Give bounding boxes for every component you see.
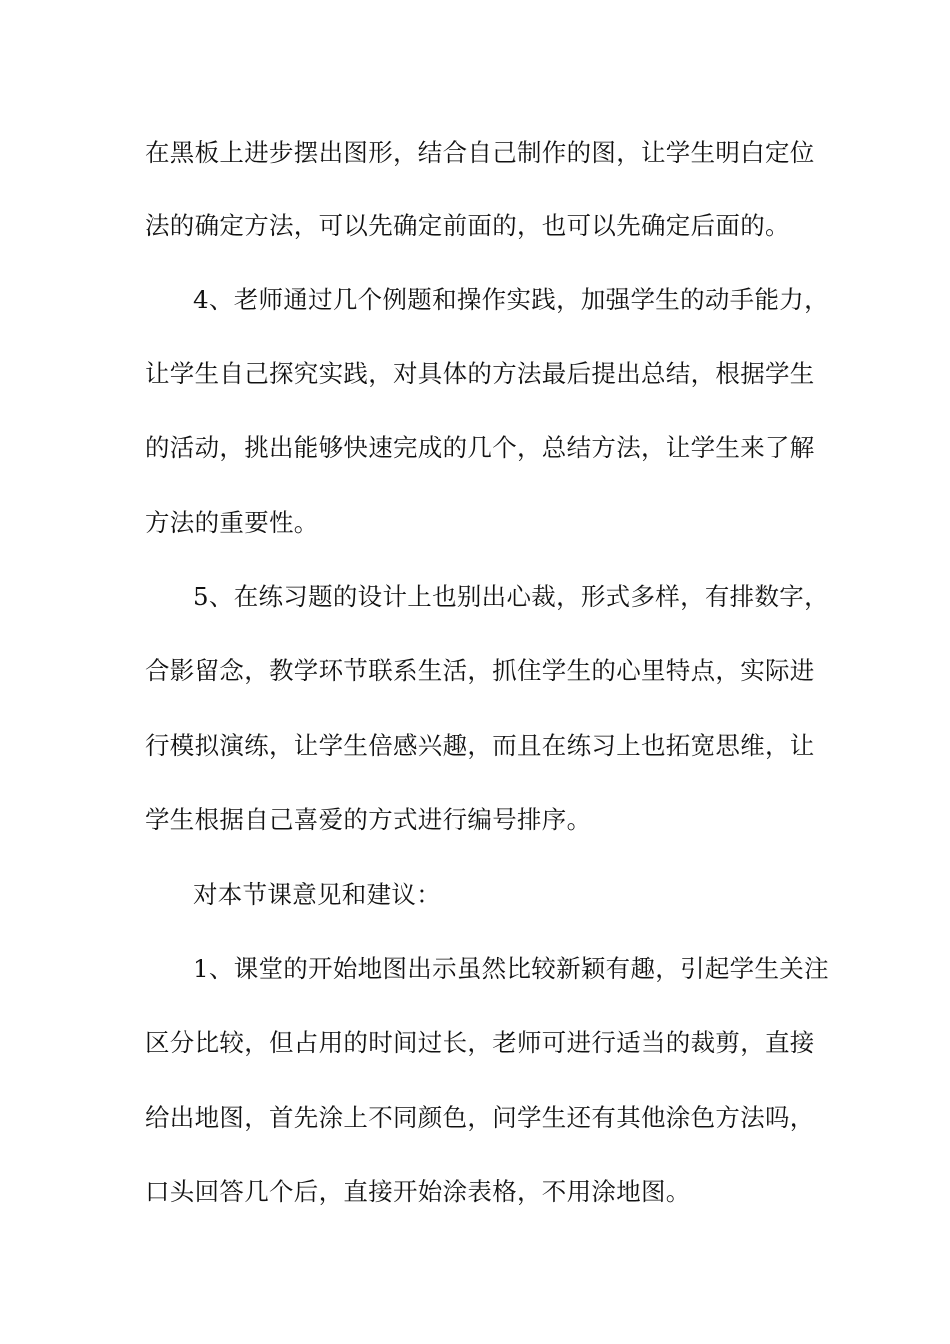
text-line: 合影留念，教学环节联系生活，抓住学生的心里特点，实际进	[145, 656, 815, 685]
text-line: 行模拟演练，让学生倍感兴趣，而且在练习上也拓宽思维，让	[145, 731, 815, 760]
text-line: 让学生自己探究实践，对具体的方法最后提出总结，根据学生	[145, 359, 815, 388]
text-line: 学生根据自己喜爱的方式进行编号排序。	[145, 805, 592, 834]
text-line: 法的确定方法，可以先确定前面的，也可以先确定后面的。	[145, 211, 790, 240]
text-line: 区分比较，但占用的时间过长，老师可进行适当的裁剪，直接	[145, 1028, 815, 1057]
text-line: 在黑板上进步摆出图形，结合自己制作的图，让学生明白定位	[145, 138, 815, 167]
section-heading: 对本节课意见和建议：	[193, 880, 441, 909]
text-line: 给出地图，首先涂上不同颜色，问学生还有其他涂色方法吗，	[145, 1103, 815, 1132]
text-line: 方法的重要性。	[145, 508, 319, 537]
text-line: 的活动，挑出能够快速完成的几个，总结方法，让学生来了解	[145, 433, 815, 462]
paragraph-start-line: 1、课堂的开始地图出示虽然比较新颖有趣，引起学生关注	[193, 954, 829, 983]
paragraph-start-line: 4、老师通过几个例题和操作实践，加强学生的动手能力，	[193, 285, 829, 314]
paragraph-start-line: 5、在练习题的设计上也别出心裁，形式多样，有排数字，	[193, 582, 829, 611]
text-line: 口头回答几个后，直接开始涂表格，不用涂地图。	[145, 1177, 691, 1206]
